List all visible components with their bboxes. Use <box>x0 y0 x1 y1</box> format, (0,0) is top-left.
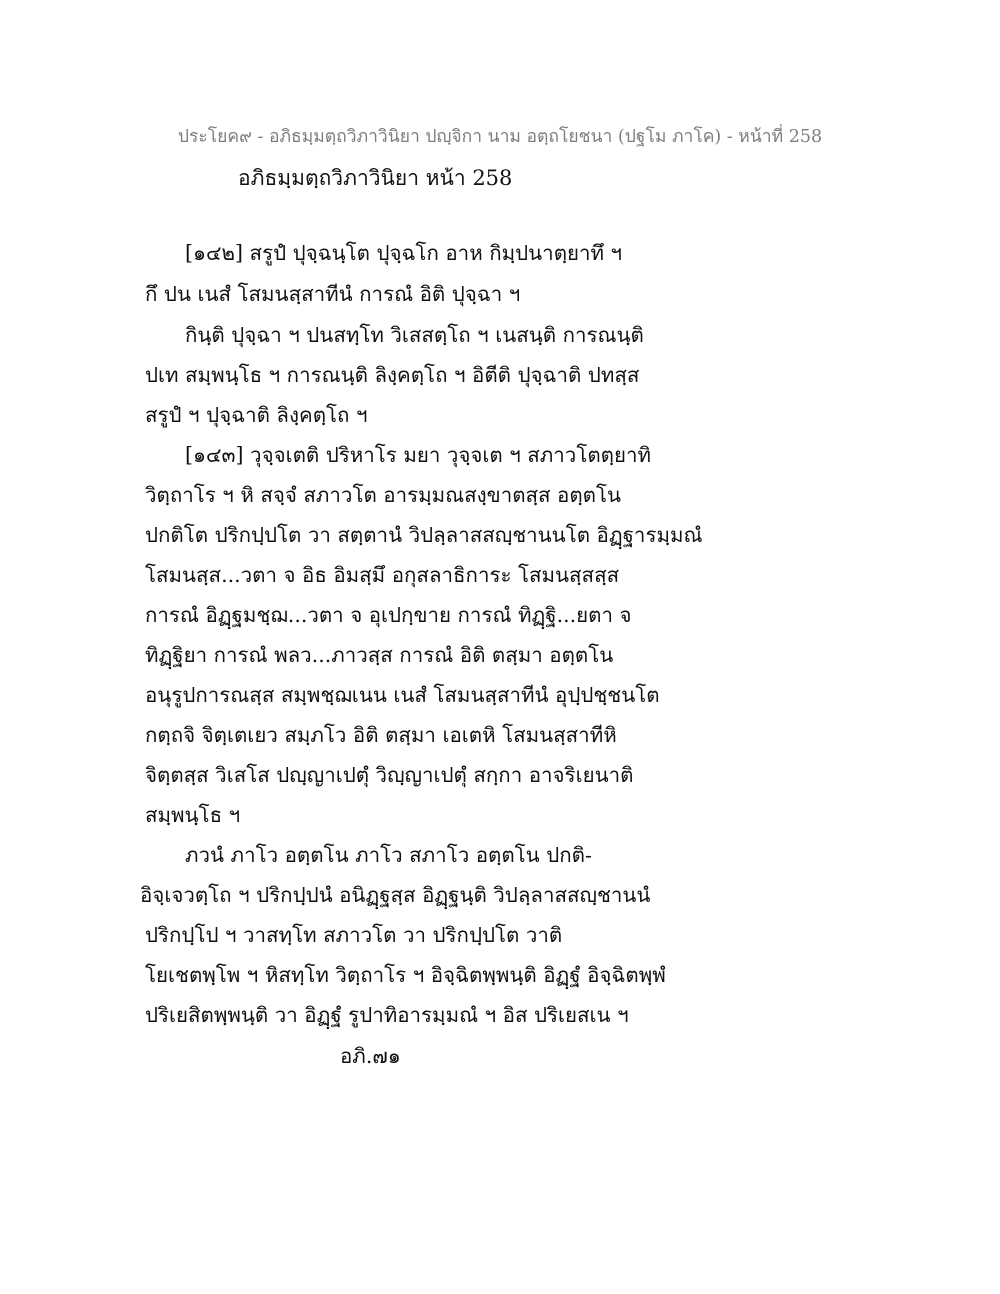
text-line: จิตฺตสฺส วิเสโส ปญฺญาเปตุํ วิญฺญาเปตุํ สกฺกา อาจริเยนาติ <box>145 763 634 787</box>
text-line: กึ ปน เนสํ โสมนสฺสาทีนํ การณํ อิติ ปุจฺฉา ฯ <box>145 282 521 306</box>
text-line: ทิฏฺฐิยา การณํ พลว...ภาวสฺส การณํ อิติ ตสฺมา อตฺตโน <box>145 643 614 667</box>
text-line: โสมนสฺส...วตา จ อิธ อิมสฺมึ อกุสลาธิการะ โสมนสฺสสฺส <box>145 563 620 587</box>
text-line: วิตฺถาโร ฯ หิ สจฺจํ สภาวโต อารมฺมณสงฺขาตสฺส อตฺตโน <box>145 483 622 507</box>
text-line: สรูปํ ฯ ปุจฺฉาติ ลิงฺคตฺโถ ฯ <box>145 403 368 427</box>
page-title: อภิธมฺมตฺถวิภาวินิยา หน้า 258 <box>238 166 513 190</box>
text-line: กินฺติ ปุจฺฉา ฯ ปนสทฺโท วิเสสตฺโถ ฯ เนสนฺติ การณนฺติ <box>185 323 644 347</box>
text-line: การณํ อิฏฺฐมชฺฌ...วตา จ อุเปกฺขาย การณํ ทิฏฺฐิ...ยตา จ <box>145 603 632 627</box>
text-line: [๑๔๒] สรูปํ ปุจฺฉนฺโต ปุจฺฉโก อาห กิมฺปนาตฺยาทึ ฯ <box>185 241 623 265</box>
text-line: อนุรูปการณสฺส สมฺพชฺฌเนน เนสํ โสมนสฺสาทีนํ อุปฺปชฺชนโต <box>145 683 660 707</box>
text-line: อิจฺเจวตฺโถ ฯ ปริกปฺปนํ อนิฏฺฐสฺส อิฏฺฐนฺติ วิปลฺลาสสญฺชานนํ <box>140 883 651 907</box>
text-line: ปริเยสิตพฺพนฺติ วา อิฏฺฐํ รูปาทิอารมฺมณํ ฯ อิส ปริเยสเน ฯ <box>145 1003 629 1027</box>
running-header-text: ประโยค๙ - อภิธมฺมตฺถวิภาวินิยา ปญฺจิกา นาม อตฺถโยชนา (ปฐโม ภาโค) - หน้าที่ 258 <box>177 127 823 147</box>
text-line: โยเชตพฺโพ ฯ หิสทฺโท วิตฺถาโร ฯ อิจฺฉิตพฺพนฺติ อิฏฺฐํ อิจฺฉิตพฺพํ <box>145 963 666 987</box>
text-line: [๑๔๓] วุจฺจเตติ ปริหาโร มยา วุจฺจเต ฯ สภาวโตตฺยาทิ <box>185 443 651 467</box>
text-line: ภวนํ ภาโว อตฺตโน ภาโว สภาโว อตฺตโน ปกติ- <box>185 843 592 867</box>
page-footer-ref: อภิ.๗๑ <box>340 1044 401 1068</box>
text-line: สมฺพนฺโธ ฯ <box>145 803 241 827</box>
text-line: กตฺถจิ จิตฺเตเยว สมฺภโว อิติ ตสฺมา เอเตหิ โสมนสฺสาทีหิ <box>145 723 617 747</box>
text-line: ปกติโต ปริกปฺปโต วา สตฺตานํ วิปลฺลาสสญฺชานนโต อิฏฺฐารมฺมณํ <box>145 523 703 547</box>
text-line: ปเท สมฺพนฺโธ ฯ การณนฺติ ลิงฺคตฺโถ ฯ อิตีติ ปุจฺฉาติ ปทสฺส <box>145 363 640 387</box>
text-line: ปริกปฺโป ฯ วาสทฺโท สภาวโต วา ปริกปฺปโต วาติ <box>145 923 563 947</box>
running-header <box>0 122 1000 150</box>
